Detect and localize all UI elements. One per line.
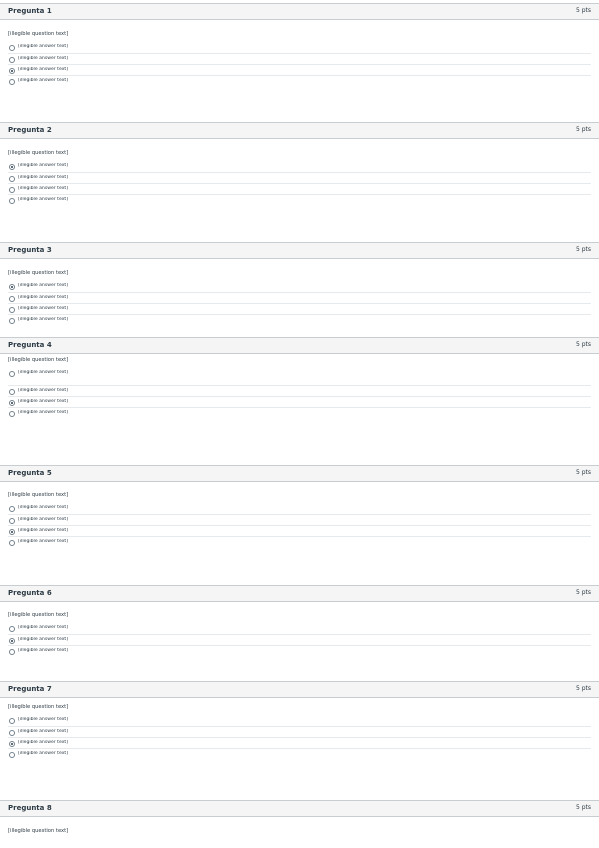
question-points: 5 pts: [575, 469, 591, 476]
radio-button[interactable]: [9, 411, 15, 417]
radio-button[interactable]: [9, 718, 15, 724]
answer-text: [illegible answer text]: [18, 505, 69, 510]
answer-text: [illegible answer text]: [18, 175, 69, 180]
radio-button[interactable]: [9, 518, 15, 524]
question-header: [0, 122, 599, 139]
question-points: 5 pts: [575, 685, 591, 692]
question-title: Pregunta 3: [8, 246, 52, 254]
radio-button[interactable]: [9, 626, 15, 632]
radio-button[interactable]: [9, 649, 15, 655]
answer-option[interactable]: [8, 525, 591, 536]
question-header: [0, 3, 599, 20]
question-header: [0, 242, 599, 259]
answer-text: [illegible answer text]: [18, 186, 69, 191]
answer-text: [illegible answer text]: [18, 78, 69, 83]
answer-option[interactable]: [8, 292, 591, 303]
answer-text: [illegible answer text]: [18, 637, 69, 642]
answer-text: [illegible answer text]: [18, 317, 69, 322]
answer-text: [illegible answer text]: [18, 163, 69, 168]
answer-option[interactable]: [8, 161, 591, 172]
answer-text: [illegible answer text]: [18, 410, 69, 415]
radio-button-selected[interactable]: [9, 741, 15, 747]
question-points: 5 pts: [575, 246, 591, 253]
question-points: 5 pts: [575, 126, 591, 133]
answer-option[interactable]: [8, 368, 591, 385]
answer-option[interactable]: [8, 645, 591, 662]
answer-option[interactable]: [8, 303, 591, 314]
answer-text: [illegible answer text]: [18, 388, 69, 393]
answer-text: [illegible answer text]: [18, 44, 69, 49]
answer-text: [illegible answer text]: [18, 67, 69, 72]
question-header: [0, 585, 599, 602]
question-body: [8, 612, 591, 662]
answer-option[interactable]: [8, 514, 591, 525]
answer-text: [illegible answer text]: [18, 528, 69, 533]
question-points: 5 pts: [575, 7, 591, 14]
radio-button[interactable]: [9, 540, 15, 546]
radio-button[interactable]: [9, 307, 15, 313]
question-title: Pregunta 6: [8, 589, 52, 597]
question-title: Pregunta 5: [8, 469, 52, 477]
answer-option[interactable]: [8, 407, 591, 418]
radio-button-selected[interactable]: [9, 68, 15, 74]
radio-button[interactable]: [9, 506, 15, 512]
answer-text: [illegible answer text]: [18, 648, 69, 653]
answer-option[interactable]: [8, 385, 591, 396]
answer-option[interactable]: [8, 281, 591, 292]
answer-option[interactable]: [8, 42, 591, 53]
question-title: Pregunta 2: [8, 126, 52, 134]
answer-option[interactable]: [8, 623, 591, 634]
answer-text: [illegible answer text]: [18, 283, 69, 288]
question-header: [0, 465, 599, 482]
radio-button-selected[interactable]: [9, 284, 15, 290]
question-body: [8, 357, 591, 418]
question-text: [illegible question text]: [8, 704, 69, 710]
answer-text: [illegible answer text]: [18, 56, 69, 61]
radio-button-selected[interactable]: [9, 164, 15, 170]
answer-option[interactable]: [8, 64, 591, 75]
answer-option[interactable]: [8, 634, 591, 645]
question-body: [8, 704, 591, 759]
radio-button[interactable]: [9, 318, 15, 324]
question-title: Pregunta 8: [8, 804, 52, 812]
answer-text: [illegible answer text]: [18, 306, 69, 311]
question-text: [illegible question text]: [8, 357, 69, 363]
answer-text: [illegible answer text]: [18, 729, 69, 734]
question-text: [illegible question text]: [8, 270, 69, 276]
question-body: [8, 828, 591, 839]
answer-option[interactable]: [8, 53, 591, 64]
radio-button-selected[interactable]: [9, 638, 15, 644]
answer-option[interactable]: [8, 75, 591, 86]
answer-text: [illegible answer text]: [18, 717, 69, 722]
question-text: [illegible question text]: [8, 31, 69, 37]
radio-button-selected[interactable]: [9, 529, 15, 535]
answer-text: [illegible answer text]: [18, 751, 69, 756]
answer-text: [illegible answer text]: [18, 399, 69, 404]
radio-button[interactable]: [9, 752, 15, 758]
radio-button-selected[interactable]: [9, 400, 15, 406]
answer-option[interactable]: [8, 536, 591, 547]
answer-option[interactable]: [8, 396, 591, 407]
answer-option[interactable]: [8, 183, 591, 194]
answer-option[interactable]: [8, 314, 591, 325]
radio-button[interactable]: [9, 371, 15, 377]
answer-text: [illegible answer text]: [18, 370, 69, 375]
answer-option[interactable]: [8, 194, 591, 205]
radio-button[interactable]: [9, 198, 15, 204]
answer-option[interactable]: [8, 748, 591, 759]
answer-option[interactable]: [8, 503, 591, 514]
radio-button[interactable]: [9, 79, 15, 85]
radio-button[interactable]: [9, 730, 15, 736]
question-text: [illegible question text]: [8, 828, 69, 834]
answer-option[interactable]: [8, 737, 591, 748]
question-body: [8, 150, 591, 205]
answer-text: [illegible answer text]: [18, 295, 69, 300]
answer-option[interactable]: [8, 715, 591, 726]
question-text: [illegible question text]: [8, 150, 69, 156]
answer-text: [illegible answer text]: [18, 517, 69, 522]
question-title: Pregunta 1: [8, 7, 52, 15]
question-points: 5 pts: [575, 341, 591, 348]
question-title: Pregunta 7: [8, 685, 52, 693]
question-header: [0, 337, 599, 354]
question-title: Pregunta 4: [8, 341, 52, 349]
radio-button[interactable]: [9, 45, 15, 51]
radio-button[interactable]: [9, 296, 15, 302]
answer-text: [illegible answer text]: [18, 625, 69, 630]
question-points: 5 pts: [575, 804, 591, 811]
answer-text: [illegible answer text]: [18, 539, 69, 544]
radio-button[interactable]: [9, 389, 15, 395]
question-body: [8, 31, 591, 86]
question-points: 5 pts: [575, 589, 591, 596]
answer-option[interactable]: [8, 172, 591, 183]
question-body: [8, 492, 591, 547]
question-text: [illegible question text]: [8, 492, 69, 498]
answer-option[interactable]: [8, 726, 591, 737]
radio-button[interactable]: [9, 57, 15, 63]
radio-button[interactable]: [9, 176, 15, 182]
answer-text: [illegible answer text]: [18, 197, 69, 202]
question-header: [0, 800, 599, 817]
question-header: [0, 681, 599, 698]
answer-text: [illegible answer text]: [18, 740, 69, 745]
question-text: [illegible question text]: [8, 612, 69, 618]
radio-button[interactable]: [9, 187, 15, 193]
question-body: [8, 270, 591, 325]
